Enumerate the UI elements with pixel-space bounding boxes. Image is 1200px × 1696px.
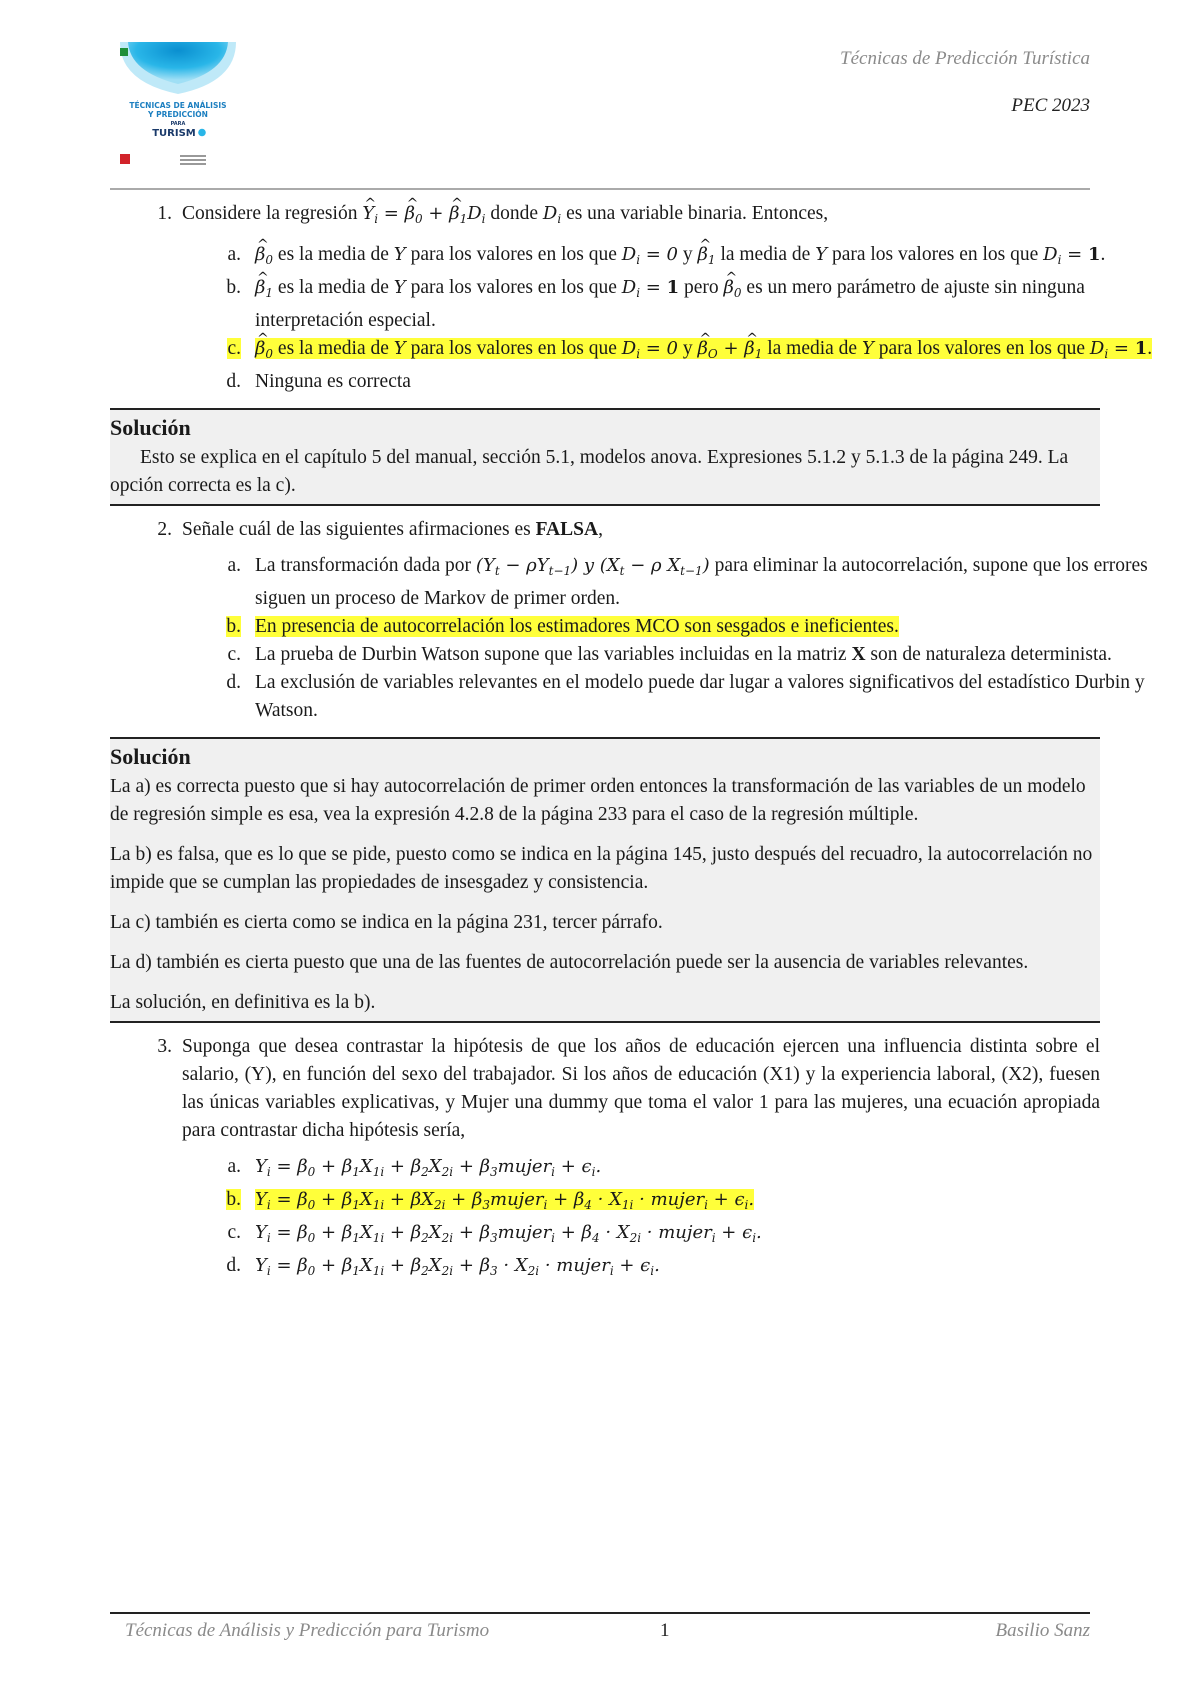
solution-paragraph: La d) también es cierta puesto que una de las fuentes de autocorrelación puede ser la ausencia de variables relevantes. — [110, 952, 1029, 973]
exam-label: PEC 2023 — [1011, 95, 1090, 116]
question-stem: Considere la regresión ^ $Y_i$ = ^ $\beta_0$ + ^ $\beta_1D_i$ donde $D_i$ es una variable binaria. Entonces, — [182, 200, 1100, 233]
q1-option-c: c. ^ $\beta_0$ es la media de Y para los valores en los que $D_i = 0$ y ^ $\beta_O$ + ^ $\beta_1$ la media de Y para los valores en los que $D_i = 1$. — [110, 335, 1100, 368]
q1-option-b: b. ^ $\beta_1$ es la media de Y para los valores en los que $D_i = 1$ pero ^ $\beta_0$ es un mero parámetro de ajuste sin ninguna interpretación especial. — [110, 274, 1100, 335]
question-1 — [110, 200, 1100, 233]
question-number: 1. — [157, 203, 172, 224]
svg-text:PARA: PARA — [170, 121, 186, 127]
svg-text:TURISM: TURISM — [152, 128, 196, 139]
q1-option-a: a. ^ $\beta_0$ es la media de Y para los valores en los que $D_i = 0$ y ^ $\beta_1$ la media de Y para los valores en los que $D_i = 1$. — [110, 241, 1100, 274]
page-number: 1 — [660, 1620, 670, 1641]
course-logo — [118, 42, 238, 182]
q2-option-c: c. La prueba de Durbin Watson supone que las variables incluidas en la matriz X son de naturaleza determinista. — [227, 644, 1112, 665]
footer-divider — [110, 1612, 1090, 1614]
question-stem: Señale cuál de las siguientes afirmaciones es FALSA, — [182, 519, 603, 540]
footer-course: Técnicas de Análisis y Predicción para Turismo — [125, 1620, 490, 1641]
solution-paragraph: La b) es falsa, que es lo que se pide, puesto como se indica en la página 145, justo después del recuadro, la autocorrelación no impide que se cumplan las propiedades de insesgadez y consistencia. — [110, 844, 1093, 893]
solution-paragraph: La c) también es cierta como se indica en la página 231, tercer párrafo. — [110, 912, 663, 933]
question-number: 2. — [157, 519, 172, 540]
q3-option-c: c. $Y_i = \beta_0 + \beta_1X_{1i} + \beta_2X_{2i}$ + $\beta_3mujer_i + \beta_4 \cdot X_{2i}$ · mujer$_i$ + $\epsilon_i$. — [227, 1222, 762, 1245]
solution-text: Esto se explica en el capítulo 5 del manual, sección 5.1, modelos anova. Expresiones 5.1.2 y 5.1.3 de la página 249. La opción correcta es la c). — [110, 447, 1069, 496]
question-3 — [110, 1033, 1100, 1145]
q1-option-d: d. Ninguna es correcta — [226, 371, 411, 392]
header-divider — [110, 188, 1090, 190]
q2-option-b: b. En presencia de autocorrelación los estimadores MCO son sesgados e ineficientes. — [226, 616, 899, 637]
q2-option-a: a. La transformación dada por $(Y_t - \rho Y_{t-1})$ y ($X_t - \rho$ $X_{t-1}$) para eliminar la autocorrelación, supone que los errores siguen un proceso de Markov de primer orden. — [227, 555, 1148, 609]
solution-paragraph: La a) es correcta puesto que si hay autocorrelación de primer orden entonces la transformación de las variables de un modelo de regresión simple es esa, vea la expresión 4.2.8 de la página 233 para el caso de la regresión múltiple. — [110, 776, 1086, 825]
question-stem: Suponga que desea contrastar la hipótesis de que los años de educación ejercen una influencia distinta sobre el salario, (Y), en función del sexo del trabajador. Si los años de educación (X1) y la experiencia laboral, (X2), fuesen las únicas variables explicativas, y Mujer una dummy que toma el valor 1 para las mujeres, una ecuación apropiada para contrastar dicha hipótesis sería, — [182, 1036, 1100, 1141]
course-title: Técnicas de Predicción Turística — [840, 48, 1090, 69]
solution-1 — [110, 408, 1100, 506]
q2-option-d: d. La exclusión de variables relevantes en el modelo puede dar lugar a valores significativos del estadístico Durbin y Watson. — [226, 672, 1145, 721]
q3-option-d: d. $Y_i = \beta_0 + \beta_1X_{1i} + \beta_2X_{2i} + \beta_3 \cdot X_{2i}$ · mujer$_i$ + $\epsilon_i$. — [226, 1255, 660, 1278]
solution-2 — [110, 737, 1100, 1023]
q3-options — [110, 1153, 1100, 1285]
q2-options — [110, 552, 1148, 725]
q3-option-a: a. $Y_i = \beta_0 + \beta_1X_{1i} + \beta_2X_{2i}$ + $\beta_3mujer_i + \epsilon_i$. — [227, 1156, 602, 1179]
q3-option-b: b. $Y_i = \beta_0 + \beta_1X_{1i} + \beta X_{2i}$ + $\beta_3mujer_i + \beta_4 \cdot X_{1i}$ · mujer$_i$ + $\epsilon_i$. — [226, 1189, 755, 1212]
solution-title: Solución — [110, 744, 191, 769]
question-2 — [110, 516, 1100, 544]
question-number: 3. — [157, 1036, 172, 1057]
svg-text:TÉCNICAS DE ANÁLISIS: TÉCNICAS DE ANÁLISIS — [129, 101, 227, 110]
svg-text:Y PREDICCIÓN: Y PREDICCIÓN — [148, 110, 208, 119]
solution-title: Solución — [110, 415, 191, 440]
q1-options — [110, 241, 1153, 396]
solution-paragraph: La solución, en definitiva es la b). — [110, 992, 376, 1013]
document-body — [110, 200, 1153, 1285]
footer-author: Basilio Sanz — [995, 1620, 1090, 1641]
